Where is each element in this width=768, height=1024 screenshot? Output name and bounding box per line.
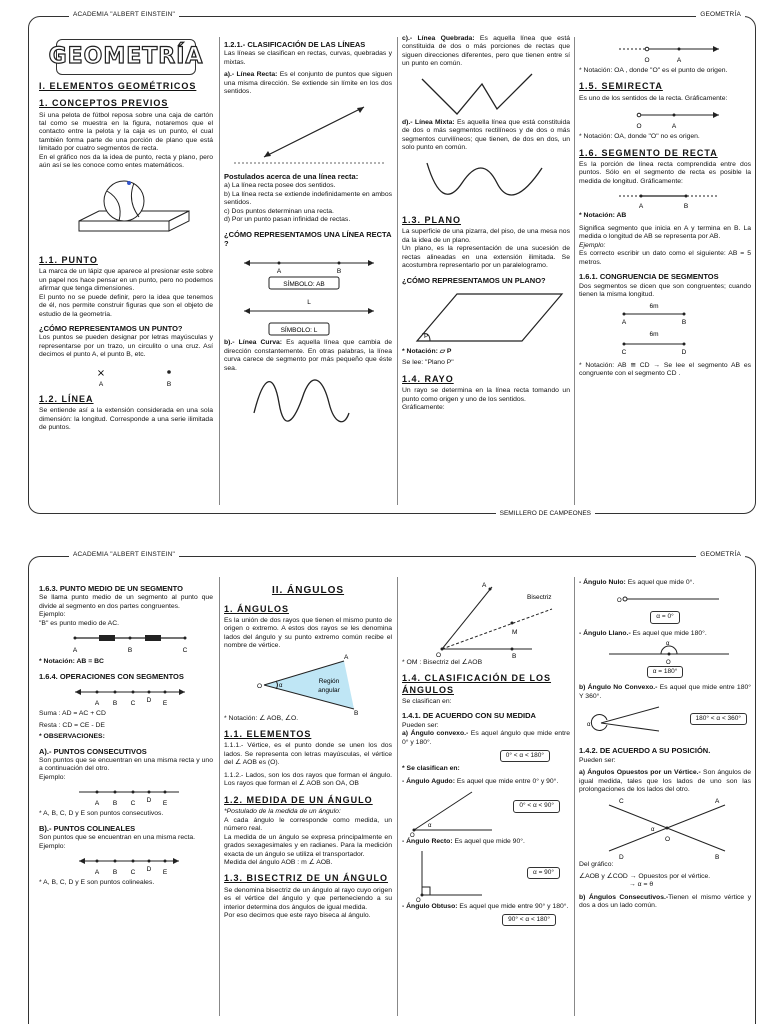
notation: * Notación: ▱ P (402, 347, 452, 355)
svg-text:B: B (715, 853, 720, 861)
paragraph: - Ángulo Obtuso: Es aquel que mide entre 90° y 180°. (402, 902, 569, 910)
paragraph: 1.1.1.- Vértice, es el punto donde se unen los dos lados. Se representa con letras mayúsculas, el vértice del ∠ AOB es (O). (224, 742, 392, 767)
notation: * Notación: AB ≅ CD → Se lee el segmento AB es congruente con el segmento CD . (579, 361, 751, 378)
paragraph: b).- Línea Curva: Es aquella línea que cambia de dirección constantemente. En otras palabras, la línea curva carece de segmento por más pequeño que éste sea. (224, 339, 392, 372)
subheading: ¿CÓMO REPRESENTAMOS UN PUNTO? (39, 324, 183, 334)
svg-text:L: L (307, 299, 311, 307)
column-3 (400, 35, 572, 413)
paragraph: La superficie de una pizarra, del piso, de una mesa nos da la idea de un plano. (402, 228, 570, 244)
header-academy: ACADEMIA "ALBERT EINSTEIN" (69, 11, 179, 19)
paragraph: Ejemplo: (39, 611, 66, 619)
svg-text:O: O (636, 123, 642, 131)
paragraph: Es correcto escribir un dato como el siguiente: AB = 5 metros. (579, 250, 751, 266)
heading: B).- PUNTOS COLINEALES (39, 823, 136, 833)
postulates-list (224, 182, 392, 224)
cross-point-icon: × (96, 367, 106, 379)
svg-text:C: C (130, 700, 136, 708)
header-subject: GEOMETRÍA (696, 551, 745, 559)
svg-text:B: B (512, 653, 517, 659)
column-1 (37, 35, 215, 433)
page-1 (28, 11, 756, 517)
heading: 1.3. PLANO (402, 214, 462, 225)
svg-text:O: O (644, 57, 650, 64)
paragraph: a).- Línea Recta: Es el conjunto de puntos que siguen una misma dirección. Se extiende sin límite en los dos sentidos. (224, 71, 393, 96)
null-angle-figure (579, 587, 755, 611)
column-3 (400, 579, 572, 926)
heading: 1.4.1. DE ACUERDO CON SU MEDIDA (402, 711, 536, 721)
straight-line-figure (224, 97, 396, 167)
paragraph: Los puntos se pueden designar por letras mayúsculas y representarse por un trazo, un circulito o una cruz. Así decimos el punto A, el punto B, etc. (39, 334, 213, 359)
formula-box: α = 90° (527, 867, 560, 879)
heading: 1.6.4. OPERACIONES CON SEGMENTOS (39, 671, 184, 681)
svg-text:α: α (428, 823, 432, 830)
heading: 1. ÁNGULOS (224, 603, 290, 614)
column-4 (577, 579, 753, 911)
page-2 (28, 551, 756, 1024)
line-representation-figure (224, 249, 396, 339)
sum-formula: Suma : AD = AC + CD (39, 710, 106, 718)
paragraph: Es uno de los sentidos de la recta. Gráficamente: (579, 94, 728, 102)
postulate: b) La línea recta se extiende indefinidamente en ambos sentidos. (224, 190, 392, 207)
svg-text:6m: 6m (649, 330, 659, 338)
svg-text:B: B (127, 647, 133, 655)
page-title: GEOMETRÍA (48, 44, 204, 70)
symbol-ab: SÍMBOLO: AB (283, 281, 325, 289)
title-box (48, 39, 204, 75)
paragraph: a) Ángulo convexo.- Es aquel ángulo que mide entre 0° y 180°. (402, 730, 570, 746)
heading: ¿CÓMO REPRESENTAMOS UNA LÍNEA RECTA ? (224, 229, 392, 248)
paragraph: b) Ángulo No Convexo.- Es aquel que mide entre 180° Y 360°. (579, 684, 751, 700)
paragraph: Es la unión de dos rayos que tienen el mismo punto de origen o extremo. A estos dos rayos se les denomina lados del ángulo y su punto extremo común recibe el nombre de vértice. (224, 616, 392, 650)
dot-point-icon (167, 370, 171, 374)
paragraph: - Ángulo Llano.- Es aquel que mide 180°. (579, 629, 707, 637)
operations-figure (39, 682, 217, 710)
svg-text:P: P (424, 332, 429, 340)
paragraph: Las líneas se clasifican en rectas, curvas, quebradas y mixtas. (224, 50, 392, 66)
paragraph: Medida del ángulo AOB : m ∠ AOB. (224, 859, 333, 866)
notation: * OM : Bisectriz del ∠AOB (402, 659, 483, 666)
bisector-figure (402, 579, 574, 659)
section-title: II. ÁNGULOS (271, 585, 345, 596)
svg-text:O: O (666, 660, 671, 667)
svg-text:α: α (666, 641, 670, 648)
angle-figure (224, 651, 396, 715)
paragraph: - Ángulo Agudo: Es aquel que mide entre 0° y 90°. (402, 777, 559, 785)
column-2 (222, 579, 394, 921)
straight-angle-figure (579, 638, 755, 666)
heading: 1.1. ELEMENTOS (224, 729, 312, 740)
column-divider (219, 577, 220, 1016)
svg-text:α: α (587, 722, 591, 729)
svg-text:A: A (94, 700, 100, 708)
heading: 1.2.1.- CLASIFICACIÓN DE LAS LÍNEAS (224, 40, 366, 49)
paragraph: Ejemplo: (579, 241, 606, 249)
paragraph: Pueden ser: (579, 756, 616, 764)
paragraph: Dos segmentos se dicen que son congruentes; cuando tienen la misma longitud. (579, 282, 751, 299)
diff-formula: Resta : CD = CE - DE (39, 721, 105, 729)
paragraph: La medida de un ángulo se expresa principalmente en grados sexagesimales y en radianes. Para la medición exacta de un ángulo se utiliza el transportador. (224, 833, 392, 858)
mixed-line-figure (402, 153, 574, 209)
paragraph: b) Ángulos Consecutivos.-Tienen el mismo vértice y dos a dos un lado común. (579, 893, 751, 910)
paragraph: c).- Línea Quebrada: Es aquella línea que está constituida de dos o más porciones de rectas que siguen direcciones diferentes, pero que tienen entre sí un punto en común. (402, 35, 570, 68)
paragraph: Del gráfico: (579, 860, 614, 868)
paragraph: A cada ángulo le corresponde como medida, un número real. (224, 816, 392, 833)
heading: 1.4. CLASIFICACIÓN DE LOS ÁNGULOS (402, 673, 552, 695)
column-divider (397, 37, 398, 505)
paragraph: "B" es punto medio de AC. (39, 619, 120, 627)
header-academy: ACADEMIA "ALBERT EINSTEIN" (69, 551, 179, 559)
formula-box: α = 180° (647, 666, 684, 678)
formula-box: 0° < α < 90° (513, 800, 560, 812)
column-1 (37, 579, 215, 888)
svg-text:C: C (130, 869, 136, 877)
heading: 1. CONCEPTOS PREVIOS (39, 98, 169, 109)
column-2 (222, 35, 394, 429)
postulate: d) Por un punto pasan infinidad de rectas. (224, 216, 351, 224)
ball-on-box-figure (39, 171, 217, 249)
column-4 (577, 35, 753, 379)
consecutive-points-figure (39, 782, 217, 810)
paragraph: - Ángulo Recto: Es aquel que mide 90°. (402, 838, 525, 846)
symbol-l: SÍMBOLO: L (280, 327, 318, 335)
postulate: c) Dos puntos determinan una recta. (224, 207, 334, 215)
column-divider (574, 37, 575, 505)
paragraph: * Se clasifican en: (402, 765, 460, 773)
svg-text:Bisectriz: Bisectriz (527, 594, 552, 601)
svg-text:A: A (621, 318, 627, 326)
paragraph: Se denomina bisectriz de un ángulo al rayo cuyo origen es el vértice del ángulo y que perteneciendo a su interior determina dos ángulos de igual medida. (224, 886, 392, 911)
svg-text:B: B (354, 709, 359, 715)
acute-angle-figure (402, 786, 570, 838)
notation: * Notación: ∠ AOB, ∠O. (224, 714, 299, 722)
notation: * Notación: OA, donde "O" no es origen. (579, 133, 700, 141)
svg-text:D: D (146, 866, 152, 874)
formula-box: α = 0° (650, 611, 679, 623)
paragraph: Se llama punto medio de un segmento al punto que divide al segmento en dos partes congruentes. (39, 594, 213, 610)
heading: Postulados acerca de una línea recta: (224, 171, 359, 181)
paragraph: El punto no se puede definir, pero la idea que tenemos de él, nos permite construir figuras que son el objeto de estudio de la geometría. (39, 293, 213, 318)
svg-text:6m: 6m (649, 302, 659, 310)
paragraph: Ejemplo: (39, 773, 66, 781)
section-title: I. ELEMENTOS GEOMÉTRICOS (39, 81, 197, 91)
svg-text:A: A (344, 653, 349, 661)
heading: 1.5. SEMIRECTA (579, 81, 663, 92)
heading: 1.2. MEDIDA DE UN ÁNGULO (224, 794, 373, 805)
svg-text:B: B (683, 203, 689, 211)
svg-text:E: E (162, 869, 168, 877)
svg-text:E: E (162, 800, 168, 808)
ray-figure (579, 35, 755, 67)
svg-text:A: A (94, 800, 100, 808)
heading: 1.6. SEGMENTO DE RECTA (579, 147, 718, 158)
heading: ¿CÓMO REPRESENTAMOS UN PLANO? (402, 275, 546, 285)
paragraph: 1.1.2.- Lados, son los dos rayos que forman el ángulo. Los rayos que forman el ∠ AOB son OA, OB (224, 771, 392, 788)
svg-text:A: A (94, 869, 100, 877)
header-subject: GEOMETRÍA (696, 11, 745, 19)
svg-text:D: D (681, 348, 687, 356)
collinear-points-figure (39, 851, 217, 879)
svg-text:B: B (681, 318, 687, 326)
paragraph: Gráficamente: (402, 404, 445, 412)
broken-line-figure (402, 69, 574, 119)
svg-text:O: O (665, 835, 671, 843)
heading: 1.6.1. CONGRUENCIA DE SEGMENTOS (579, 272, 719, 282)
paragraph: En el gráfico nos da la idea de punto, recta y plano, pero aún así se les conoce como entes matemáticos. (39, 153, 213, 170)
paragraph: Si una pelota de fútbol reposa sobre una caja de cartón tal como se muestra en la figura, notaremos que el contacto entre la pelota y la caja es un punto, el cual también forma parte de una porción de plano que está limitado por cuatro segmentos de recta. (39, 111, 213, 153)
reflex-angle-figure (579, 701, 751, 741)
svg-text:A: A (276, 268, 282, 276)
observations-title: * OBSERVACIONES: (39, 733, 105, 741)
congruence-figure (579, 300, 755, 362)
formula-box: 180° < α < 360° (690, 713, 747, 725)
svg-text:O: O (257, 682, 263, 690)
paragraph: Ejemplo: (39, 842, 66, 850)
svg-text:A: A (638, 203, 644, 211)
notation: * Notación: OA , donde "O" es el punto de origen. (579, 67, 728, 74)
paragraph: d).- Línea Mixta: Es aquella línea que está constituida de dos o más segmentos rectilíneos y de dos o más segmentos curvilíneos; que tienen, de dos en dos, un solo punto en común. (402, 118, 571, 152)
footer-text: SEMILLERO DE CAMPEONES (496, 510, 595, 518)
right-angle-figure (402, 847, 570, 903)
heading: 1.4. RAYO (402, 373, 454, 384)
heading: 1.3. BISECTRIZ DE UN ÁNGULO (224, 873, 389, 884)
heading: 1.2. LÍNEA (39, 393, 94, 404)
svg-text:A: A (676, 57, 682, 64)
paragraph: Un rayo se determina en la línea recta tomando un punto como origen y uno de los sentidos. (402, 387, 570, 403)
svg-text:B: B (112, 700, 118, 708)
plane-figure (402, 286, 574, 348)
paragraph: Se lee: "Plano P" (402, 359, 454, 367)
region-label: Región (318, 677, 340, 685)
half-line-figure (579, 103, 755, 133)
formula-box: 90° < α < 180° (502, 914, 556, 926)
segment-figure (579, 186, 755, 212)
svg-text:A: A (482, 582, 487, 589)
svg-text:C: C (621, 348, 627, 356)
heading: 1.4.2. DE ACUERDO A SU POSICIÓN. (579, 746, 711, 756)
label-b: B (166, 380, 172, 388)
svg-text:D: D (146, 697, 152, 705)
points-figure (39, 360, 217, 388)
paragraph: *Postulado de la medida de un ángulo: (224, 808, 341, 816)
heading: 1.1. PUNTO (39, 254, 98, 265)
paragraph: * A, B, C, D y E son puntos colineales. (39, 879, 155, 887)
paragraph: Significa segmento que inicia en A y termina en B. La medida o longitud de AB se representa por AB. (579, 224, 751, 241)
vertical-angles-figure (579, 795, 755, 861)
paragraph: a) Ángulos Opuestos por un Vértice.- Son ángulos de igual medida, tales que los lados de uno son las prolongaciones de los lados del otro. (579, 769, 751, 794)
paragraph: Un plano, es la representación de una sucesión de rectas alineadas en una extensión ilimitada. Se acostumbra representarlo por un paralelogramo. (402, 245, 570, 270)
paragraph: * A, B, C, D y E son puntos consecutivos. (39, 810, 164, 818)
paragraph: Pueden ser: (402, 721, 439, 729)
svg-text:α: α (279, 682, 283, 689)
svg-text:O: O (617, 598, 622, 605)
svg-text:O: O (410, 833, 415, 839)
paragraph: → α = θ (629, 881, 654, 889)
paragraph: Por eso decimos que este rayo biseca al ángulo. (224, 912, 371, 920)
region-label: angular (318, 686, 340, 694)
paragraph: La marca de un lápiz que aparece al presionar este sobre un papel nos hace pensar en un punto, pero no podemos afirmar que tenga dimensiones. (39, 268, 213, 293)
paragraph: Se clasifican en: (402, 697, 452, 705)
midpoint-figure (39, 628, 217, 658)
svg-text:M: M (512, 629, 518, 636)
curved-line-figure (224, 373, 396, 429)
svg-text:O: O (436, 652, 442, 659)
svg-text:E: E (162, 700, 168, 708)
svg-text:A: A (671, 123, 677, 131)
heading: A).- PUNTOS CONSECUTIVOS (39, 746, 147, 756)
column-divider (397, 577, 398, 1016)
notation: * Notación: AB = BC (39, 658, 104, 666)
paragraph: ∠AOB y ∠COD → Opuestos por el vértice. (579, 872, 711, 880)
column-divider (574, 577, 575, 1016)
svg-text:B: B (112, 800, 118, 808)
svg-text:C: C (182, 647, 188, 655)
paragraph: Son puntos que se encuentran en una misma recta. (39, 834, 196, 842)
svg-text:α: α (651, 826, 655, 833)
svg-text:A: A (72, 647, 78, 655)
svg-text:B: B (112, 869, 118, 877)
paragraph: Es la porción de línea recta comprendida entre dos puntos. Sólo en el segmento de recta es posible la medida de longitud. Gráficamente: (579, 160, 751, 185)
paragraph: - Ángulo Nulo: Es aquel que mide 0°. (579, 579, 695, 586)
svg-text:D: D (619, 853, 624, 861)
svg-text:O: O (416, 897, 421, 903)
svg-text:C: C (130, 800, 136, 808)
postulate: a) La línea recta posee dos sentidos. (224, 182, 336, 190)
label-a: A (98, 380, 104, 388)
column-divider (219, 37, 220, 505)
svg-text:C: C (619, 797, 624, 805)
formula-box: 0° < α < 180° (500, 750, 550, 762)
heading: 1.6.3. PUNTO MEDIO DE UN SEGMENTO (39, 584, 183, 593)
svg-text:D: D (146, 797, 152, 805)
paragraph: Se entiende así a la extensión considerada en una sola dimensión: la longitud. Corresponde a una serie ilimitada de puntos. (39, 407, 213, 432)
svg-text:A: A (715, 797, 720, 805)
paragraph: Son puntos que se encuentran en una misma recta y uno a continuación del otro. (39, 757, 213, 773)
notation: * Notación: AB (579, 212, 627, 220)
svg-text:B: B (336, 268, 342, 276)
